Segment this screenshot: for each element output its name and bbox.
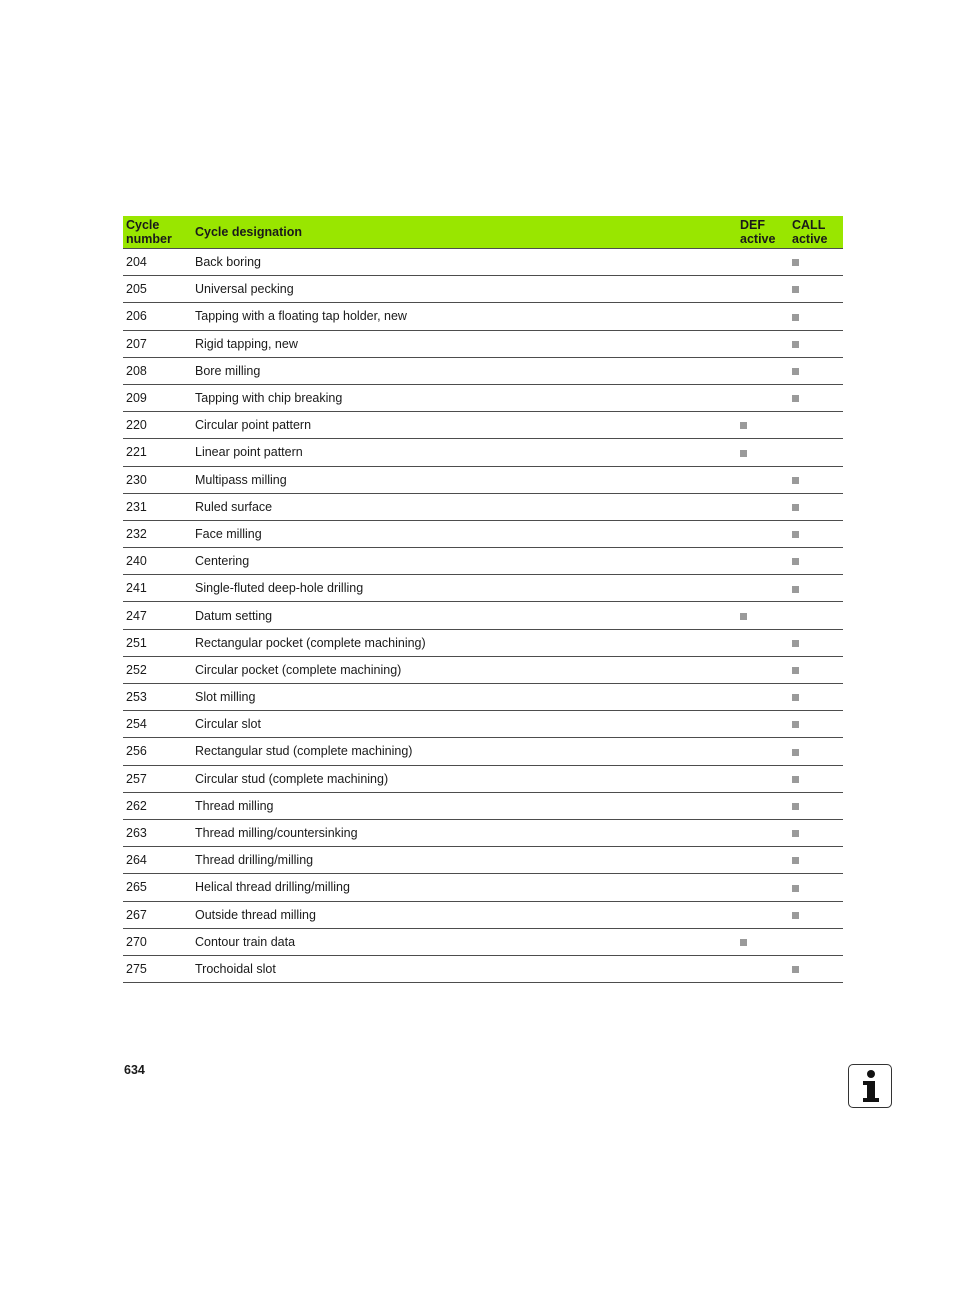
def-active-cell bbox=[737, 765, 789, 792]
table-row bbox=[123, 276, 843, 303]
table-row bbox=[123, 901, 843, 928]
call-active-cell bbox=[789, 520, 843, 547]
cycle-designation-cell: Thread milling bbox=[189, 792, 737, 819]
def-active-cell bbox=[737, 384, 789, 411]
table-row bbox=[123, 765, 843, 792]
call-active-cell bbox=[789, 412, 843, 439]
call-active-cell bbox=[789, 792, 843, 819]
cycle-designation-cell: Slot milling bbox=[189, 684, 737, 711]
cycle-number-cell: 265 bbox=[123, 874, 189, 901]
def-active-cell bbox=[737, 575, 789, 602]
table-row bbox=[123, 412, 843, 439]
def-active-cell bbox=[737, 792, 789, 819]
square-mark-icon bbox=[792, 477, 799, 484]
cycle-number-cell: 262 bbox=[123, 792, 189, 819]
cycle-number-cell: 230 bbox=[123, 466, 189, 493]
call-active-cell bbox=[789, 330, 843, 357]
table-row bbox=[123, 520, 843, 547]
cycle-number-cell: 204 bbox=[123, 249, 189, 276]
square-mark-icon bbox=[792, 912, 799, 919]
cycle-designation-cell: Universal pecking bbox=[189, 276, 737, 303]
call-active-cell bbox=[789, 819, 843, 846]
cycle-designation-cell: Multipass milling bbox=[189, 466, 737, 493]
square-mark-icon bbox=[792, 749, 799, 756]
header-cycle-designation: Cycle designation bbox=[189, 216, 737, 249]
call-active-cell bbox=[789, 493, 843, 520]
square-mark-icon bbox=[792, 395, 799, 402]
cycle-number-cell: 263 bbox=[123, 819, 189, 846]
call-active-cell bbox=[789, 711, 843, 738]
square-mark-icon bbox=[740, 422, 747, 429]
cycle-designation-cell: Circular point pattern bbox=[189, 412, 737, 439]
square-mark-icon bbox=[792, 885, 799, 892]
square-mark-icon bbox=[792, 558, 799, 565]
cycle-designation-cell: Datum setting bbox=[189, 602, 737, 629]
header-cycle-number-line2: number bbox=[126, 232, 172, 246]
cycle-number-cell: 221 bbox=[123, 439, 189, 466]
header-cycle-number-line1: Cycle bbox=[126, 218, 160, 232]
header-cycle-number bbox=[123, 216, 189, 249]
cycle-number-cell: 257 bbox=[123, 765, 189, 792]
header-call-line1: CALL bbox=[792, 218, 826, 232]
def-active-cell bbox=[737, 901, 789, 928]
def-active-cell bbox=[737, 955, 789, 982]
table-row bbox=[123, 439, 843, 466]
square-mark-icon bbox=[792, 341, 799, 348]
square-mark-icon bbox=[792, 531, 799, 538]
header-def-active bbox=[737, 216, 789, 249]
square-mark-icon bbox=[792, 640, 799, 647]
square-mark-icon bbox=[792, 368, 799, 375]
table-row bbox=[123, 330, 843, 357]
cycle-designation-cell: Ruled surface bbox=[189, 493, 737, 520]
call-active-cell bbox=[789, 575, 843, 602]
def-active-cell bbox=[737, 819, 789, 846]
call-active-cell bbox=[789, 765, 843, 792]
table-row bbox=[123, 738, 843, 765]
cycle-number-cell: 254 bbox=[123, 711, 189, 738]
table-row bbox=[123, 357, 843, 384]
table-row bbox=[123, 384, 843, 411]
table-row bbox=[123, 792, 843, 819]
call-active-cell bbox=[789, 303, 843, 330]
call-active-cell bbox=[789, 602, 843, 629]
table-row bbox=[123, 249, 843, 276]
cycle-designation-cell: Face milling bbox=[189, 520, 737, 547]
square-mark-icon bbox=[792, 830, 799, 837]
call-active-cell bbox=[789, 384, 843, 411]
cycle-designation-cell: Rectangular stud (complete machining) bbox=[189, 738, 737, 765]
def-active-cell bbox=[737, 466, 789, 493]
table-row bbox=[123, 656, 843, 683]
call-active-cell bbox=[789, 901, 843, 928]
cycle-number-cell: 251 bbox=[123, 629, 189, 656]
table-row bbox=[123, 847, 843, 874]
info-icon bbox=[848, 1064, 892, 1108]
call-active-cell bbox=[789, 955, 843, 982]
square-mark-icon bbox=[792, 314, 799, 321]
cycle-designation-cell: Single-fluted deep-hole drilling bbox=[189, 575, 737, 602]
square-mark-icon bbox=[792, 694, 799, 701]
table-row bbox=[123, 602, 843, 629]
cycle-number-cell: 247 bbox=[123, 602, 189, 629]
call-active-cell bbox=[789, 656, 843, 683]
cycle-designation-cell: Circular stud (complete machining) bbox=[189, 765, 737, 792]
def-active-cell bbox=[737, 602, 789, 629]
cycle-number-cell: 241 bbox=[123, 575, 189, 602]
table-row bbox=[123, 493, 843, 520]
def-active-cell bbox=[737, 548, 789, 575]
cycle-designation-cell: Circular slot bbox=[189, 711, 737, 738]
square-mark-icon bbox=[792, 857, 799, 864]
def-active-cell bbox=[737, 412, 789, 439]
square-mark-icon bbox=[740, 939, 747, 946]
cycle-number-cell: 264 bbox=[123, 847, 189, 874]
def-active-cell bbox=[737, 711, 789, 738]
table-row bbox=[123, 303, 843, 330]
square-mark-icon bbox=[792, 803, 799, 810]
cycle-number-cell: 220 bbox=[123, 412, 189, 439]
cycle-designation-cell: Back boring bbox=[189, 249, 737, 276]
cycle-number-cell: 232 bbox=[123, 520, 189, 547]
cycle-number-cell: 252 bbox=[123, 656, 189, 683]
header-def-line2: active bbox=[740, 232, 776, 246]
call-active-cell bbox=[789, 629, 843, 656]
def-active-cell bbox=[737, 656, 789, 683]
table-row bbox=[123, 928, 843, 955]
call-active-cell bbox=[789, 928, 843, 955]
square-mark-icon bbox=[740, 613, 747, 620]
cycle-number-cell: 206 bbox=[123, 303, 189, 330]
page-number: 634 bbox=[124, 1063, 145, 1077]
cycle-designation-cell: Tapping with chip breaking bbox=[189, 384, 737, 411]
table-row bbox=[123, 819, 843, 846]
table-row bbox=[123, 874, 843, 901]
table-row bbox=[123, 684, 843, 711]
def-active-cell bbox=[737, 874, 789, 901]
cycle-designation-cell: Thread drilling/milling bbox=[189, 847, 737, 874]
def-active-cell bbox=[737, 439, 789, 466]
cycle-designation-cell: Contour train data bbox=[189, 928, 737, 955]
call-active-cell bbox=[789, 357, 843, 384]
header-call-line2: active bbox=[792, 232, 828, 246]
square-mark-icon bbox=[792, 586, 799, 593]
table-header-row bbox=[123, 216, 843, 249]
cycle-number-cell: 231 bbox=[123, 493, 189, 520]
cycle-designation-cell: Linear point pattern bbox=[189, 439, 737, 466]
call-active-cell bbox=[789, 466, 843, 493]
def-active-cell bbox=[737, 303, 789, 330]
cycle-designation-cell: Helical thread drilling/milling bbox=[189, 874, 737, 901]
def-active-cell bbox=[737, 249, 789, 276]
def-active-cell bbox=[737, 276, 789, 303]
table-row bbox=[123, 711, 843, 738]
square-mark-icon bbox=[792, 667, 799, 674]
cycle-number-cell: 275 bbox=[123, 955, 189, 982]
call-active-cell bbox=[789, 276, 843, 303]
square-mark-icon bbox=[792, 721, 799, 728]
square-mark-icon bbox=[792, 966, 799, 973]
header-call-active bbox=[789, 216, 843, 249]
call-active-cell bbox=[789, 439, 843, 466]
cycle-number-cell: 267 bbox=[123, 901, 189, 928]
def-active-cell bbox=[737, 738, 789, 765]
cycle-number-cell: 207 bbox=[123, 330, 189, 357]
call-active-cell bbox=[789, 548, 843, 575]
table-row bbox=[123, 575, 843, 602]
call-active-cell bbox=[789, 738, 843, 765]
def-active-cell bbox=[737, 847, 789, 874]
table-body bbox=[123, 249, 843, 983]
cycle-designation-cell: Thread milling/countersinking bbox=[189, 819, 737, 846]
def-active-cell bbox=[737, 357, 789, 384]
table-row bbox=[123, 629, 843, 656]
cycle-designation-cell: Circular pocket (complete machining) bbox=[189, 656, 737, 683]
cycle-designation-cell: Trochoidal slot bbox=[189, 955, 737, 982]
cycle-number-cell: 208 bbox=[123, 357, 189, 384]
call-active-cell bbox=[789, 249, 843, 276]
cycle-number-cell: 209 bbox=[123, 384, 189, 411]
call-active-cell bbox=[789, 684, 843, 711]
square-mark-icon bbox=[792, 504, 799, 511]
cycle-number-cell: 240 bbox=[123, 548, 189, 575]
square-mark-icon bbox=[792, 286, 799, 293]
cycle-number-cell: 205 bbox=[123, 276, 189, 303]
cycle-designation-cell: Bore milling bbox=[189, 357, 737, 384]
table-row bbox=[123, 955, 843, 982]
def-active-cell bbox=[737, 684, 789, 711]
cycle-number-cell: 270 bbox=[123, 928, 189, 955]
def-active-cell bbox=[737, 928, 789, 955]
cycle-designation-cell: Outside thread milling bbox=[189, 901, 737, 928]
cycle-number-cell: 253 bbox=[123, 684, 189, 711]
def-active-cell bbox=[737, 493, 789, 520]
square-mark-icon bbox=[792, 259, 799, 266]
square-mark-icon bbox=[740, 450, 747, 457]
def-active-cell bbox=[737, 520, 789, 547]
def-active-cell bbox=[737, 330, 789, 357]
table-row bbox=[123, 548, 843, 575]
cycle-designation-cell: Rectangular pocket (complete machining) bbox=[189, 629, 737, 656]
call-active-cell bbox=[789, 847, 843, 874]
table-row bbox=[123, 466, 843, 493]
cycle-designation-cell: Rigid tapping, new bbox=[189, 330, 737, 357]
cycle-number-cell: 256 bbox=[123, 738, 189, 765]
def-active-cell bbox=[737, 629, 789, 656]
call-active-cell bbox=[789, 874, 843, 901]
cycle-designation-cell: Centering bbox=[189, 548, 737, 575]
cycle-designation-cell: Tapping with a floating tap holder, new bbox=[189, 303, 737, 330]
square-mark-icon bbox=[792, 776, 799, 783]
header-def-line1: DEF bbox=[740, 218, 765, 232]
cycle-table bbox=[123, 216, 843, 983]
